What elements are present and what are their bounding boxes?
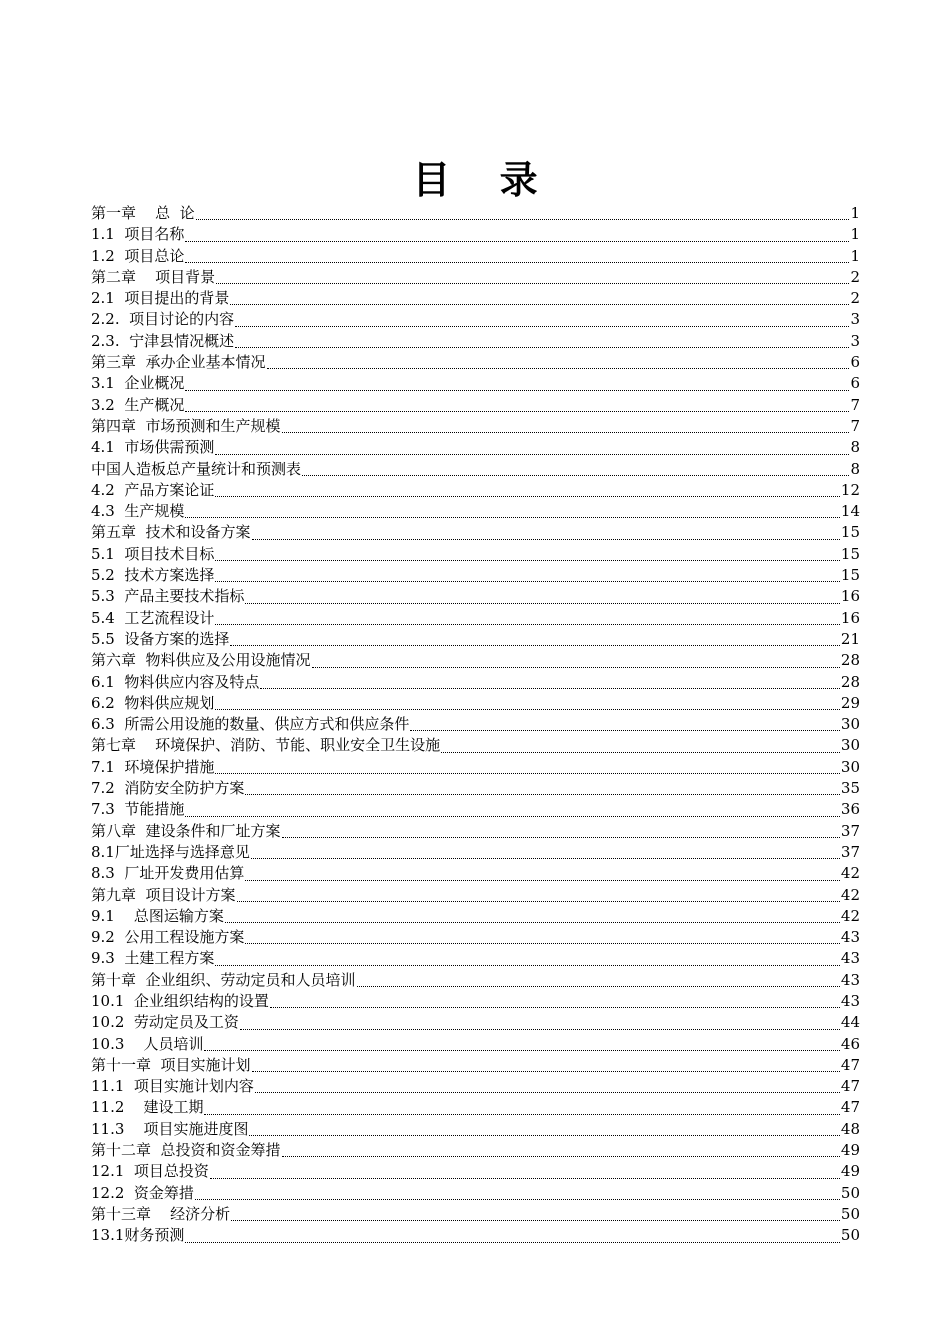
toc-dot-leader xyxy=(235,347,849,348)
toc-entry[interactable] xyxy=(91,544,860,565)
toc-dot-leader xyxy=(260,688,840,689)
toc-entry[interactable] xyxy=(91,1012,860,1033)
toc-entry-label: 第十一章 项目实施计划 xyxy=(91,1055,251,1074)
toc-dot-leader xyxy=(210,1178,840,1179)
toc-entry[interactable] xyxy=(91,203,860,224)
toc-entry-page-number: 2 xyxy=(850,267,860,286)
toc-entry-page-number: 47 xyxy=(840,1077,860,1096)
toc-dot-leader xyxy=(245,603,840,604)
toc-entry-page-number: 1 xyxy=(850,204,860,222)
toc-entry-label: 9.2 公用工程设施方案 xyxy=(91,928,245,947)
toc-entry-page-number: 42 xyxy=(840,885,860,904)
toc-entry-label: 第一章 总 论 xyxy=(91,204,195,222)
toc-entry-page-number: 8 xyxy=(850,438,860,457)
toc-dot-leader xyxy=(252,1071,840,1072)
toc-entry-page-number: 15 xyxy=(840,566,860,585)
toc-dot-leader xyxy=(252,539,840,540)
toc-dot-leader xyxy=(185,517,840,518)
toc-entry-page-number: 42 xyxy=(840,864,860,883)
toc-dot-leader xyxy=(249,1135,839,1136)
toc-entry-label: 4.3 生产规模 xyxy=(91,502,185,521)
toc-entry-page-number: 43 xyxy=(840,970,860,989)
toc-entry-label: 2.3. 宁津县情况概述 xyxy=(91,331,235,350)
toc-entry[interactable] xyxy=(91,906,860,927)
toc-entry-label: 4.2 产品方案论证 xyxy=(91,480,215,499)
toc-entry-label: 8.3 厂址开发费用估算 xyxy=(91,864,245,883)
toc-entry[interactable] xyxy=(91,863,860,884)
toc-entry-page-number: 47 xyxy=(840,1055,860,1074)
toc-entry-page-number: 43 xyxy=(840,928,860,947)
toc-entry-page-number: 50 xyxy=(840,1183,860,1202)
toc-dot-leader xyxy=(245,794,840,795)
toc-dot-leader xyxy=(215,773,840,774)
toc-entry-page-number: 42 xyxy=(840,906,860,925)
toc-entry[interactable] xyxy=(91,842,860,863)
toc-dot-leader xyxy=(302,475,849,476)
toc-entry[interactable] xyxy=(91,1225,860,1246)
toc-entry-label: 12.1 项目总投资 xyxy=(91,1162,209,1181)
toc-dot-leader xyxy=(237,901,840,902)
toc-entry-label: 第九章 项目设计方案 xyxy=(91,885,236,904)
toc-entry-label: 第七章 环境保护、消防、节能、职业安全卫生设施 xyxy=(91,736,441,755)
toc-entry-page-number: 7 xyxy=(850,416,860,435)
toc-entry-page-number: 44 xyxy=(840,1013,860,1032)
toc-dot-leader xyxy=(267,368,850,369)
toc-entry-page-number: 29 xyxy=(840,693,860,712)
toc-dot-leader xyxy=(410,730,840,731)
toc-entry-label: 11.1 项目实施计划内容 xyxy=(91,1077,254,1096)
toc-entry[interactable] xyxy=(91,1204,860,1225)
toc-dot-leader xyxy=(185,262,849,263)
toc-entry-label: 9.1 总图运输方案 xyxy=(91,906,224,925)
toc-entry-label: 1.2 项目总论 xyxy=(91,246,185,265)
toc-dot-leader xyxy=(245,943,840,944)
toc-dot-leader xyxy=(282,432,850,433)
toc-entry[interactable] xyxy=(91,480,860,501)
toc-entry-label: 13.1财务预测 xyxy=(91,1226,185,1245)
toc-entry-label: 5.3 产品主要技术指标 xyxy=(91,587,245,606)
toc-entry-label: 6.3 所需公用设施的数量、供应方式和供应条件 xyxy=(91,715,410,734)
toc-entry-label: 10.3 人员培训 xyxy=(91,1034,204,1053)
toc-entry[interactable] xyxy=(91,224,860,245)
toc-entry-page-number: 6 xyxy=(850,353,860,372)
toc-dot-leader xyxy=(245,880,840,881)
toc-entry[interactable] xyxy=(91,352,860,373)
toc-dot-leader xyxy=(196,219,850,220)
toc-entry-label: 8.1厂址选择与选择意见 xyxy=(91,842,250,861)
toc-dot-leader xyxy=(282,1156,840,1157)
toc-dot-leader xyxy=(312,667,840,668)
toc-entry-page-number: 50 xyxy=(840,1226,860,1245)
toc-entry-label: 9.3 土建工程方案 xyxy=(91,949,215,968)
toc-entry[interactable] xyxy=(91,565,860,586)
toc-entry-label: 2.1 项目提出的背景 xyxy=(91,289,230,308)
toc-entry[interactable] xyxy=(91,522,860,543)
toc-entry-label: 第五章 技术和设备方案 xyxy=(91,523,251,542)
toc-entry[interactable] xyxy=(91,395,860,416)
toc-dot-leader xyxy=(230,645,840,646)
toc-entry-page-number: 49 xyxy=(840,1141,860,1160)
toc-entry[interactable] xyxy=(91,927,860,948)
toc-entry[interactable] xyxy=(91,1161,860,1182)
toc-dot-leader xyxy=(215,624,840,625)
toc-entry[interactable] xyxy=(91,288,860,309)
toc-dot-leader xyxy=(215,965,840,966)
toc-entry[interactable] xyxy=(91,885,860,906)
toc-entry-label: 2.2. 项目讨论的内容 xyxy=(91,310,235,329)
toc-entry[interactable] xyxy=(91,437,860,458)
toc-entry-page-number: 37 xyxy=(840,821,860,840)
toc-entry-label: 3.2 生产概况 xyxy=(91,395,185,414)
toc-dot-leader xyxy=(215,709,840,710)
toc-dot-leader xyxy=(215,496,840,497)
toc-entry-page-number: 47 xyxy=(840,1098,860,1117)
toc-entry-label: 5.2 技术方案选择 xyxy=(91,566,215,585)
toc-entry-label: 第八章 建设条件和厂址方案 xyxy=(91,821,281,840)
toc-entry-page-number: 46 xyxy=(840,1034,860,1053)
toc-entry[interactable] xyxy=(91,970,860,991)
toc-entry-label: 10.1 企业组织结构的设置 xyxy=(91,991,269,1010)
toc-entry-page-number: 6 xyxy=(850,374,860,393)
toc-dot-leader xyxy=(270,1007,840,1008)
toc-entry-label: 5.1 项目技术目标 xyxy=(91,544,215,563)
toc-entry[interactable] xyxy=(91,1097,860,1118)
table-of-contents xyxy=(91,203,860,1247)
toc-entry[interactable] xyxy=(91,416,860,437)
toc-entry-page-number: 49 xyxy=(840,1162,860,1181)
toc-entry-label: 7.2 消防安全防护方案 xyxy=(91,779,245,798)
toc-entry-label: 第十章 企业组织、劳动定员和人员培训 xyxy=(91,970,356,989)
toc-dot-leader xyxy=(185,390,849,391)
toc-entry-label: 6.2 物料供应规划 xyxy=(91,693,215,712)
toc-entry[interactable] xyxy=(91,331,860,352)
toc-entry-label: 第十二章 总投资和资金筹措 xyxy=(91,1141,281,1160)
toc-entry-label: 第三章 承办企业基本情况 xyxy=(91,353,266,372)
toc-entry[interactable] xyxy=(91,735,860,756)
toc-entry-page-number: 8 xyxy=(850,459,860,478)
toc-entry-page-number: 15 xyxy=(840,523,860,542)
toc-entry[interactable] xyxy=(91,1055,860,1076)
toc-entry[interactable] xyxy=(91,1034,860,1055)
toc-entry-page-number: 3 xyxy=(850,331,860,350)
toc-entry[interactable] xyxy=(91,821,860,842)
toc-dot-leader xyxy=(216,283,849,284)
toc-entry[interactable] xyxy=(91,373,860,394)
toc-entry[interactable] xyxy=(91,714,860,735)
toc-entry[interactable] xyxy=(91,501,860,522)
toc-entry-page-number: 48 xyxy=(840,1119,860,1138)
toc-entry-label: 5.5 设备方案的选择 xyxy=(91,629,230,648)
toc-dot-leader xyxy=(225,922,840,923)
toc-entry-page-number: 15 xyxy=(840,544,860,563)
toc-entry-label: 7.1 环境保护措施 xyxy=(91,757,215,776)
toc-entry-page-number: 28 xyxy=(840,672,860,691)
toc-entry-label: 4.1 市场供需预测 xyxy=(91,438,215,457)
toc-entry[interactable] xyxy=(91,629,860,650)
toc-entry[interactable] xyxy=(91,246,860,267)
toc-entry-page-number: 28 xyxy=(840,651,860,670)
toc-entry-label: 12.2 资金筹措 xyxy=(91,1183,194,1202)
toc-dot-leader xyxy=(215,560,840,561)
toc-entry-page-number: 3 xyxy=(850,310,860,329)
toc-entry-label: 10.2 劳动定员及工资 xyxy=(91,1013,239,1032)
toc-entry-label: 7.3 节能措施 xyxy=(91,800,185,819)
toc-entry-page-number: 1 xyxy=(850,225,860,244)
toc-dot-leader xyxy=(204,1114,839,1115)
toc-entry-label: 第十三章 经济分析 xyxy=(91,1204,231,1223)
toc-entry[interactable] xyxy=(91,991,860,1012)
toc-entry-label: 6.1 物料供应内容及特点 xyxy=(91,672,260,691)
toc-entry-page-number: 43 xyxy=(840,949,860,968)
toc-dot-leader xyxy=(441,752,840,753)
toc-entry-page-number: 21 xyxy=(840,629,860,648)
toc-dot-leader xyxy=(255,1092,840,1093)
toc-dot-leader xyxy=(195,1199,840,1200)
toc-entry-page-number: 1 xyxy=(850,246,860,265)
toc-entry-page-number: 30 xyxy=(840,736,860,755)
toc-entry[interactable] xyxy=(91,672,860,693)
toc-dot-leader xyxy=(357,986,840,987)
toc-entry[interactable] xyxy=(91,650,860,671)
toc-entry[interactable] xyxy=(91,693,860,714)
toc-entry-page-number: 16 xyxy=(840,608,860,627)
toc-entry[interactable] xyxy=(91,1140,860,1161)
toc-entry-page-number: 30 xyxy=(840,757,860,776)
toc-entry-page-number: 37 xyxy=(840,842,860,861)
toc-entry-page-number: 12 xyxy=(840,480,860,499)
toc-entry-label: 第六章 物料供应及公用设施情况 xyxy=(91,651,311,670)
toc-dot-leader xyxy=(215,454,849,455)
toc-entry-page-number: 14 xyxy=(840,502,860,521)
toc-dot-leader xyxy=(215,581,840,582)
toc-dot-leader xyxy=(185,241,849,242)
toc-entry-label: 第四章 市场预测和生产规模 xyxy=(91,416,281,435)
toc-entry-page-number: 7 xyxy=(850,395,860,414)
toc-entry-label: 中国人造板总产量统计和预测表 xyxy=(91,459,302,478)
toc-entry-label: 11.2 建设工期 xyxy=(91,1098,204,1117)
toc-entry-page-number: 35 xyxy=(840,779,860,798)
toc-entry[interactable] xyxy=(91,948,860,969)
toc-entry-page-number: 43 xyxy=(840,991,860,1010)
toc-entry[interactable] xyxy=(91,799,860,820)
toc-dot-leader xyxy=(230,304,849,305)
toc-entry[interactable] xyxy=(91,459,860,480)
toc-entry-label: 第二章 项目背景 xyxy=(91,267,216,286)
toc-dot-leader xyxy=(231,1220,840,1221)
toc-dot-leader xyxy=(282,837,840,838)
toc-dot-leader xyxy=(251,858,840,859)
toc-entry-label: 11.3 项目实施进度图 xyxy=(91,1119,249,1138)
toc-dot-leader xyxy=(185,411,849,412)
toc-entry[interactable] xyxy=(91,1119,860,1140)
toc-entry-label: 5.4 工艺流程设计 xyxy=(91,608,215,627)
toc-entry-page-number: 30 xyxy=(840,715,860,734)
toc-entry-label: 1.1 项目名称 xyxy=(91,225,185,244)
toc-entry[interactable] xyxy=(91,309,860,330)
toc-dot-leader xyxy=(204,1050,839,1051)
toc-entry-page-number: 16 xyxy=(840,587,860,606)
toc-entry[interactable] xyxy=(91,778,860,799)
toc-entry-label: 3.1 企业概况 xyxy=(91,374,185,393)
toc-dot-leader xyxy=(240,1029,840,1030)
toc-entry-page-number: 36 xyxy=(840,800,860,819)
toc-entry-page-number: 2 xyxy=(850,289,860,308)
toc-entry[interactable] xyxy=(91,267,860,288)
toc-entry[interactable] xyxy=(91,586,860,607)
toc-entry[interactable] xyxy=(91,757,860,778)
toc-dot-leader xyxy=(185,1242,840,1243)
toc-entry[interactable] xyxy=(91,1076,860,1097)
toc-dot-leader xyxy=(235,326,849,327)
page-title: 目 录 xyxy=(412,158,556,202)
toc-entry-page-number: 50 xyxy=(840,1204,860,1223)
toc-dot-leader xyxy=(185,816,840,817)
toc-entry[interactable] xyxy=(91,608,860,629)
toc-entry[interactable] xyxy=(91,1183,860,1204)
